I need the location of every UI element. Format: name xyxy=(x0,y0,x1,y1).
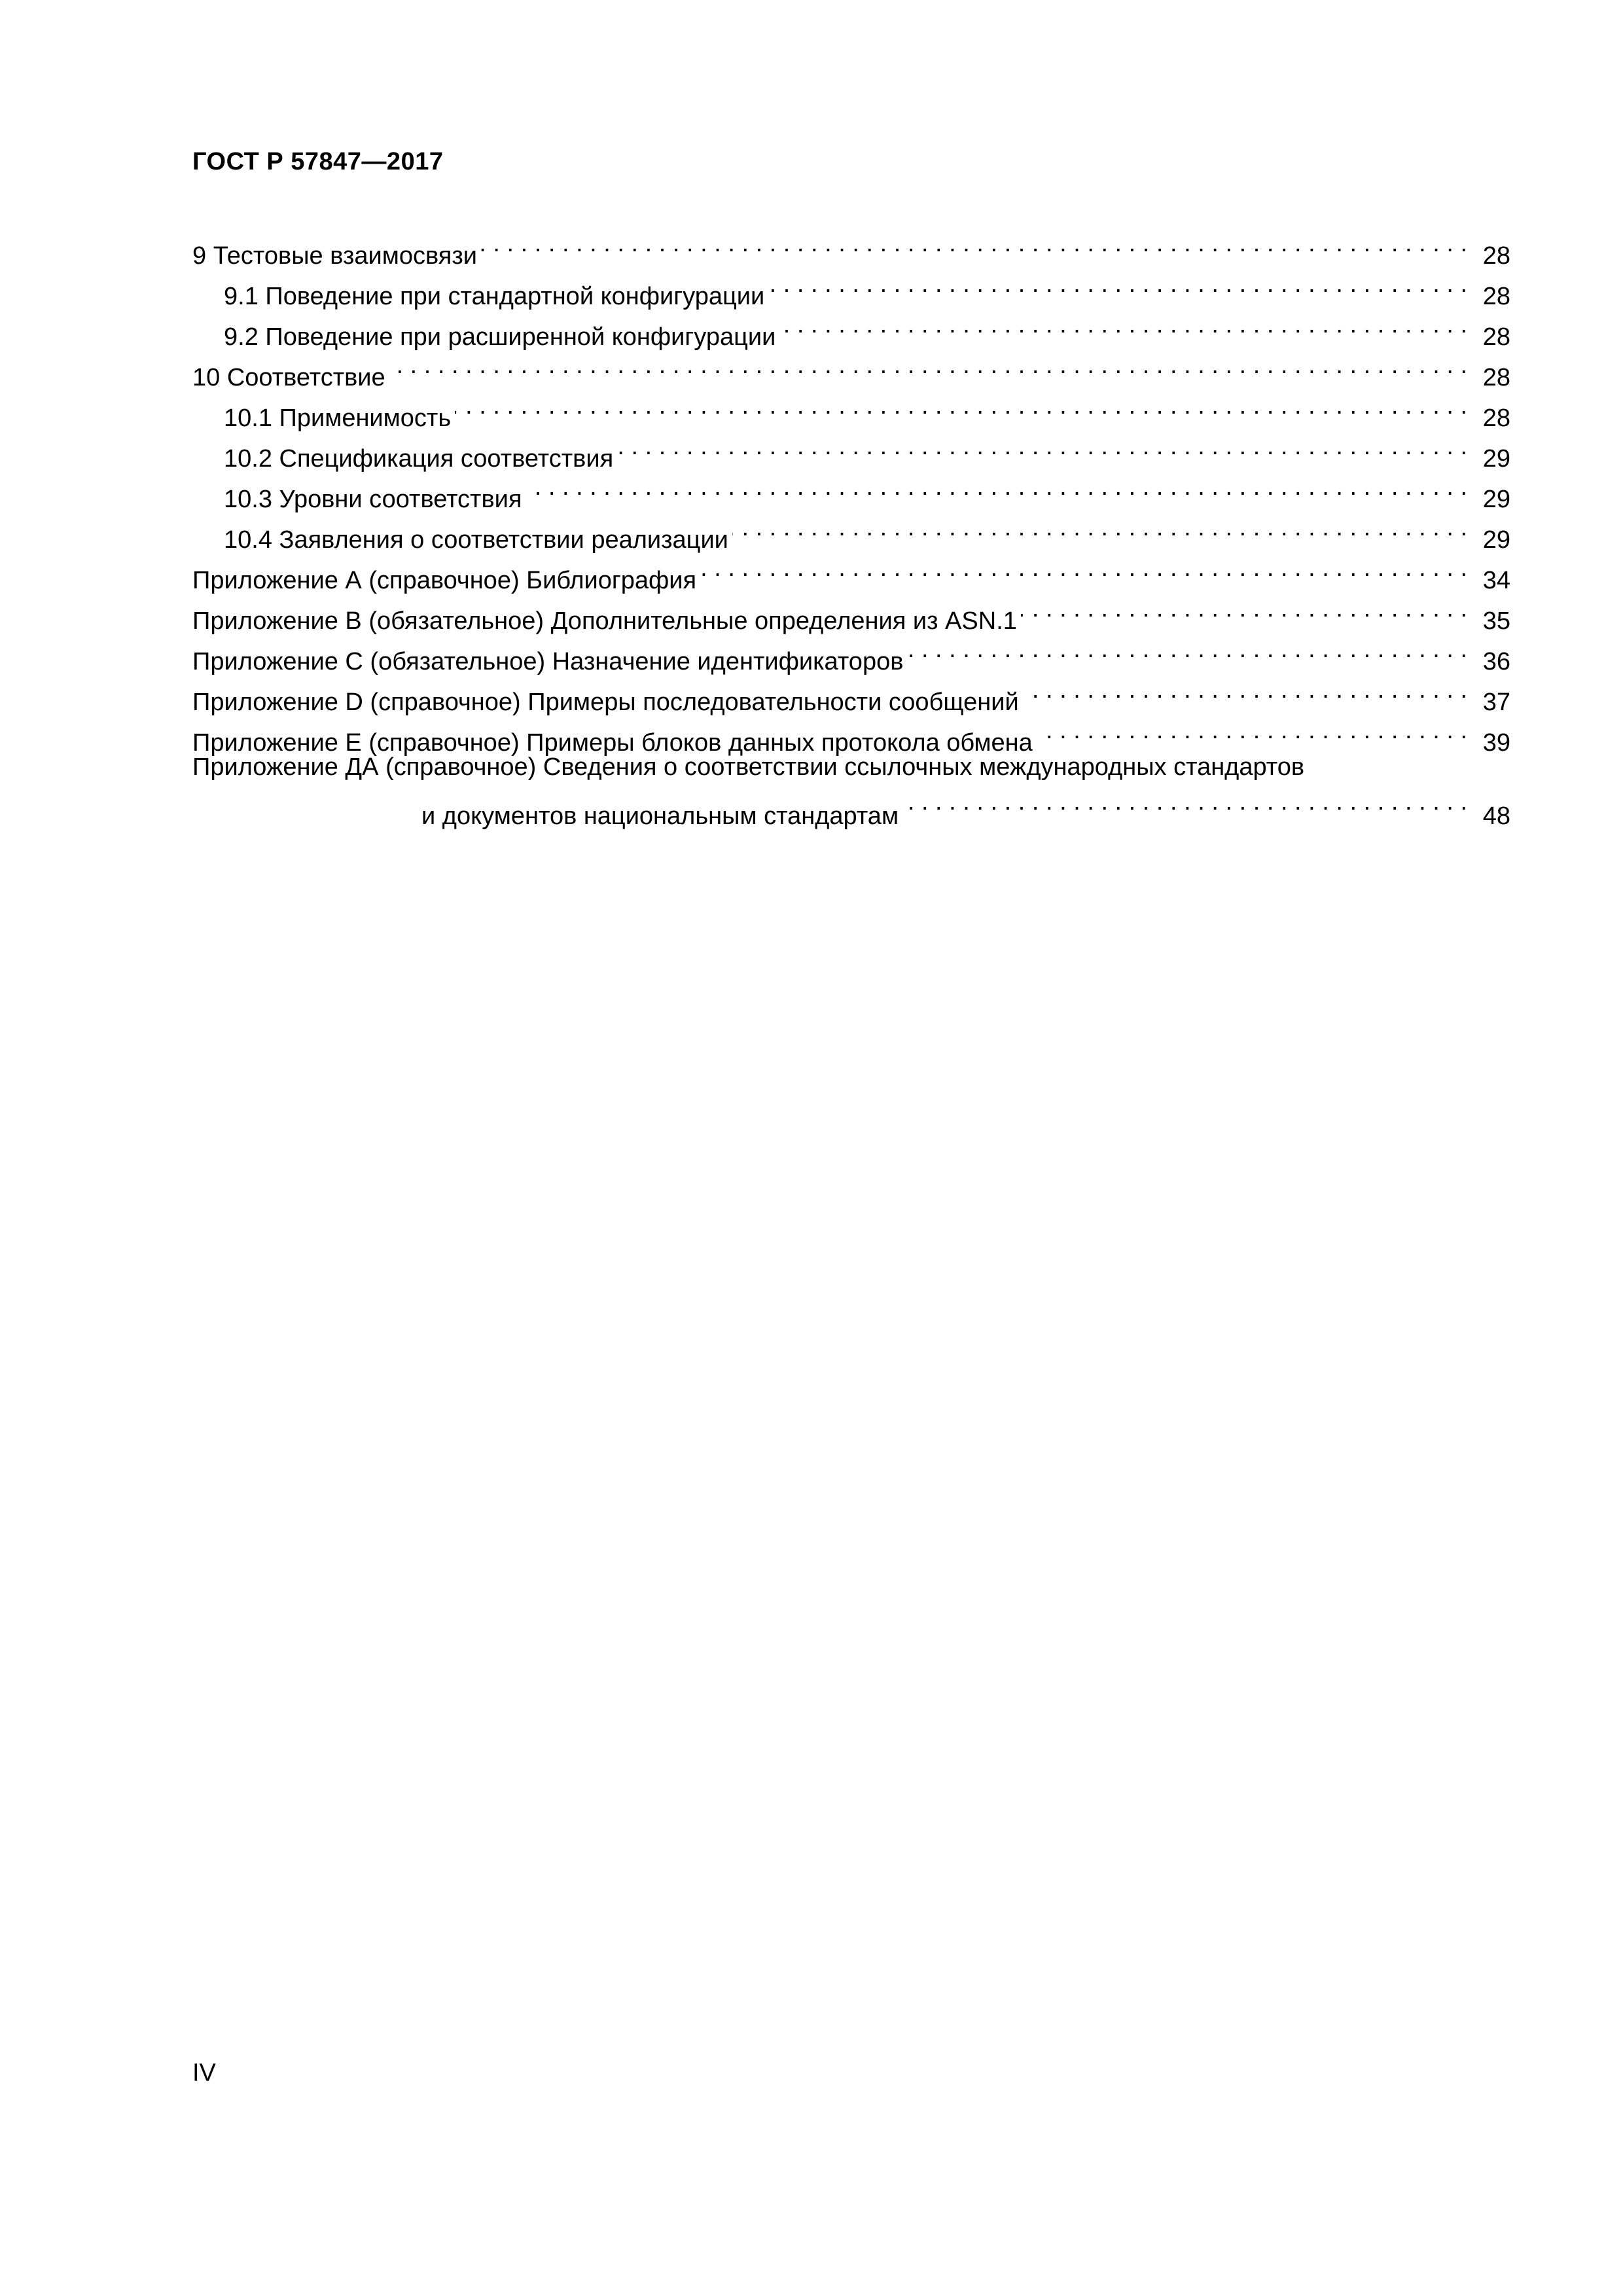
toc-entry-page: 39 xyxy=(1482,729,1510,757)
toc-entry[interactable] xyxy=(192,304,1510,351)
toc-entry-label: 10.4 Заявления о соответствии реализации xyxy=(224,526,728,554)
toc-entry[interactable] xyxy=(192,386,1510,432)
toc-entry[interactable] xyxy=(192,264,1510,310)
toc-entry-page: 29 xyxy=(1482,526,1510,554)
toc-entry[interactable] xyxy=(192,710,1510,757)
toc-entry-label: Приложение D (справочное) Примеры последовательности сообщений xyxy=(192,689,1019,716)
document-header-title: ГОСТ Р 57847—2017 xyxy=(192,148,444,175)
toc-entry[interactable] xyxy=(192,670,1510,716)
toc-entry-label: 9 Тестовые взаимосвязи xyxy=(192,242,477,270)
toc-entry-page: 34 xyxy=(1482,567,1510,594)
dot-leader xyxy=(617,426,1467,467)
toc-entry[interactable] xyxy=(192,751,1510,830)
toc-entry[interactable] xyxy=(192,548,1510,594)
toc-entry[interactable] xyxy=(192,223,1510,270)
toc-entry[interactable] xyxy=(192,426,1510,473)
dot-leader xyxy=(1023,670,1467,710)
toc-entry-label: 10.1 Применимость xyxy=(224,404,452,432)
toc-entry[interactable] xyxy=(192,629,1510,675)
toc-entry-page: 28 xyxy=(1482,364,1510,391)
toc-entry-page: 48 xyxy=(1482,802,1510,830)
toc-entry-label: 9.2 Поведение при расширенной конфигурации xyxy=(224,323,776,351)
dot-leader xyxy=(902,783,1467,824)
toc-entry-page: 36 xyxy=(1482,648,1510,675)
toc-entry-label-continuation: и документов национальным стандартам xyxy=(421,802,899,830)
dot-leader xyxy=(732,507,1467,548)
dot-leader xyxy=(700,548,1467,588)
toc-entry-label: 10 Соответствие xyxy=(192,364,385,391)
toc-entry-page: 28 xyxy=(1482,404,1510,432)
dot-leader xyxy=(1021,588,1467,629)
toc-entry-label: 10.2 Спецификация соответствия xyxy=(224,445,614,473)
toc-entry-page: 28 xyxy=(1482,283,1510,310)
page-number: IV xyxy=(192,2059,216,2087)
toc-entry[interactable] xyxy=(192,507,1510,554)
toc-entry[interactable] xyxy=(192,588,1510,635)
toc-entry-page: 29 xyxy=(1482,445,1510,473)
dot-leader xyxy=(907,629,1467,670)
toc-entry-label: Приложение ДА (справочное) Сведения о соответствии ссылочных международных стандартов xyxy=(192,753,1305,781)
toc-entry-label: 10.3 Уровни соответствия xyxy=(224,486,522,513)
dot-leader xyxy=(779,304,1467,345)
toc-entry-page: 37 xyxy=(1482,689,1510,716)
dot-leader xyxy=(1037,710,1467,751)
toc-entry-page: 29 xyxy=(1482,486,1510,513)
toc-entry[interactable] xyxy=(192,467,1510,513)
toc-entry-label: Приложение С (обязательное) Назначение идентификаторов xyxy=(192,648,904,675)
toc-entry-page: 28 xyxy=(1482,242,1510,270)
dot-leader xyxy=(481,223,1467,264)
toc-entry-page: 35 xyxy=(1482,607,1510,635)
toc-entry-label: Приложение В (обязательное) Дополнительные определения из ASN.1 xyxy=(192,607,1017,635)
dot-leader xyxy=(768,264,1467,304)
table-of-contents xyxy=(192,223,1510,830)
toc-entry-label: Приложение Е (справочное) Примеры блоков данных протокола обмена xyxy=(192,729,1033,757)
toc-entry-label: 9.1 Поведение при стандартной конфигурации xyxy=(224,283,765,310)
dot-leader xyxy=(389,345,1467,386)
toc-entry[interactable] xyxy=(192,345,1510,391)
toc-entry-page: 28 xyxy=(1482,323,1510,351)
dot-leader xyxy=(455,386,1467,426)
dot-leader xyxy=(526,467,1467,507)
toc-entry-label: Приложение А (справочное) Библиография xyxy=(192,567,697,594)
